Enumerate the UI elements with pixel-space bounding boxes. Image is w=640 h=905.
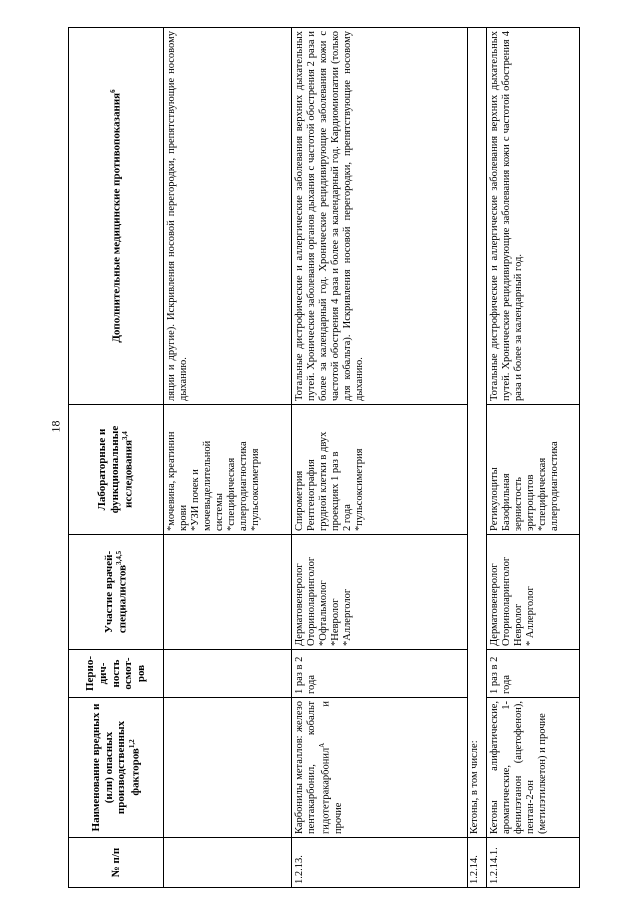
header-period: Перио-дич-ность осмот-ров	[69, 650, 164, 698]
cell-doctors	[164, 535, 292, 650]
cell-period: 1 раз в 2 года	[292, 650, 468, 698]
cell-period: 1 раз в 2 года	[487, 650, 580, 698]
page-number: 18	[48, 420, 63, 433]
cell-num: 1.2.14.	[468, 838, 487, 888]
cell-labs: Спирометрия Рентгенография грудной клетки в двух проекциях 1 раз в 2 года *пульсоксиметрия	[292, 405, 468, 535]
cell-name: Карбонилы металлов: железо пентакарбонил, кобальт гидотетракарбонил$^А$ и прочие	[292, 698, 468, 838]
header-doctors: Участие врачей-специалистов$^{3,4,5}$	[69, 535, 164, 650]
cell-num: 1.2.14.1.	[487, 838, 580, 888]
cell-doctors: Дерматовенеролог Оториноларинголог *Офтальмолог *Невролог *Аллерголог	[292, 535, 468, 650]
cell-group-name: Кетоны, в том числе:	[468, 28, 487, 838]
header-name: Наименование вредных и (или) опасных производственных факторов$^{1,2}$	[69, 698, 164, 838]
cell-num	[164, 838, 292, 888]
cell-doctors: Дерматовенеролог Оториноларинголог Невролог * Аллерголог	[487, 535, 580, 650]
cell-labs: Ретикулоциты Базофильная зернистость эритроцитов *специфическая аллергодиагностика	[487, 405, 580, 535]
header-num: № п/п	[69, 838, 164, 888]
cell-contra: Тотальные дистрофические и аллергические заболевания верхних дыхательных путей. Хронические заболевания органов дыхания с частотой обострения 2 раза и более за календарный год. Хронические рецидивирующие заболевания кожи с частотой обострения 4 раза и более за календарный год. Кардиомиопатии (только для кобальта). Искривления носовой перегородки, препятствующие носовому дыханию.	[292, 28, 468, 405]
rotated-table-container	[68, 28, 580, 888]
table-row	[164, 28, 292, 888]
cell-contra: ляции и другие). Искривления носовой перегородки, препятствующие носовому дыханию.	[164, 28, 292, 405]
header-labs: Лабораторные и функциональные исследования$^{3,4}$	[69, 405, 164, 535]
cell-name: Кетоны алифатические, ароматические, 1-фенилэтанон (ацетофенон), пентан-2-он (метилэтилкетон) и прочие	[487, 698, 580, 838]
cell-labs: *мочевина, креатинин крови *УЗИ почек и мочевыделительной системы *специфическая аллергодиагностика *пульсоксиметрия	[164, 405, 292, 535]
table-row	[487, 28, 580, 888]
factors-table	[68, 27, 580, 888]
cell-period	[164, 650, 292, 698]
header-contra: Дополнительные медицинские противопоказания$^6$	[69, 28, 164, 405]
group-row	[468, 28, 487, 888]
header-row	[69, 28, 164, 888]
cell-contra: Тотальные дистрофические и аллергические заболевания верхних дыхательных путей. Хронические рецидивирующие заболевания кожи с частотой обострения 4 раза и более за календарный год.	[487, 28, 580, 405]
cell-name	[164, 698, 292, 838]
cell-num: 1.2.13.	[292, 838, 468, 888]
table-row	[292, 28, 468, 888]
